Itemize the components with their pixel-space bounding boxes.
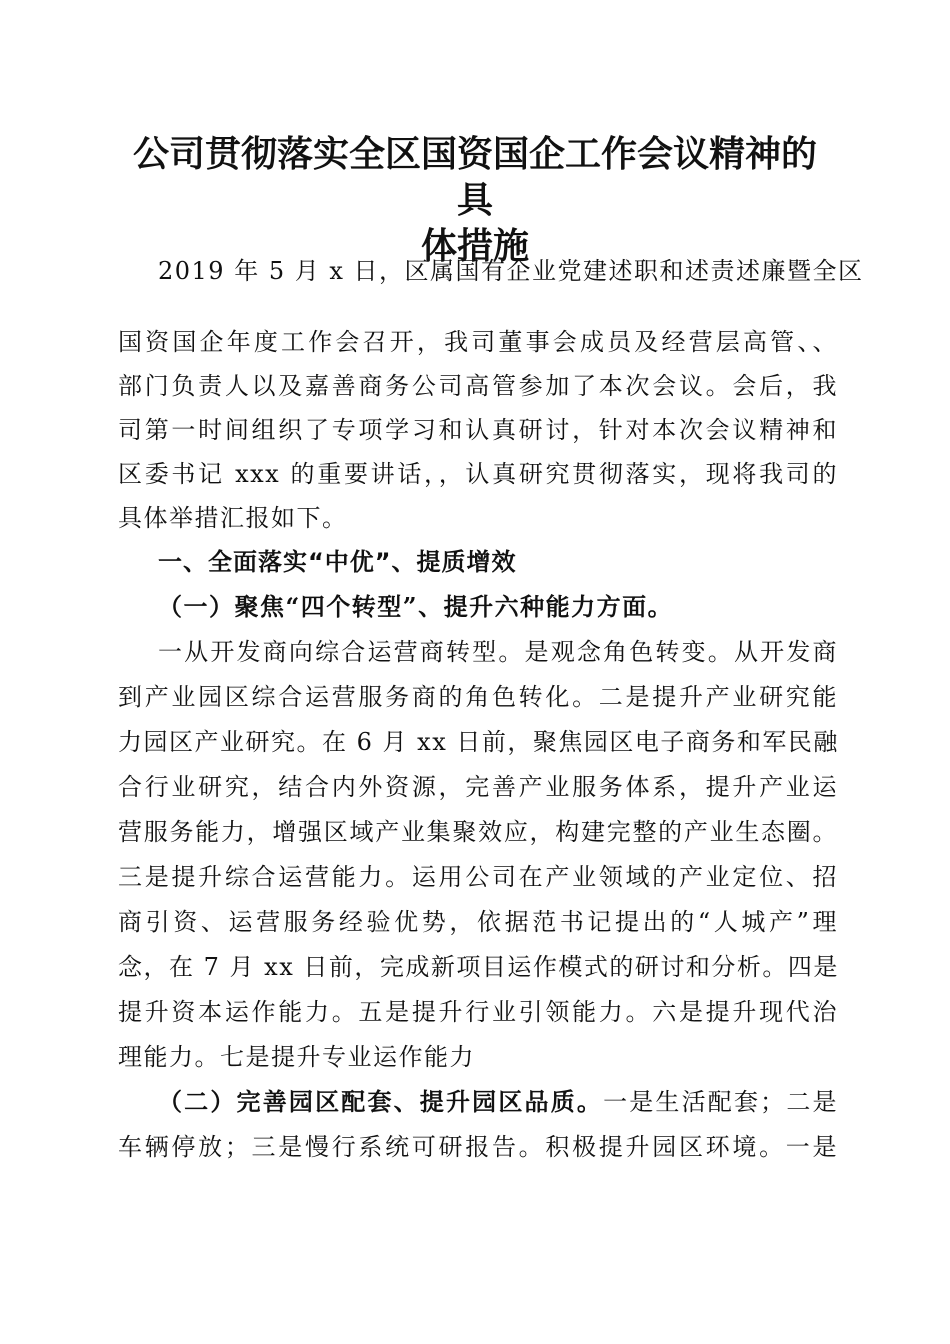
intro-line: 区委书记 xxx 的重要讲话，，认真研究贯彻落实，现将我司的 bbox=[118, 460, 838, 488]
body-line: 一从开发商向综合运营商转型。是观念角色转变。从开发商 bbox=[158, 638, 838, 666]
body-text: 一是生活配套；二是 bbox=[603, 1088, 839, 1116]
intro-line: 部门负责人以及嘉善商务公司高管参加了本次会议。会后，我 bbox=[118, 372, 838, 400]
body-line: 三是提升综合运营能力。运用公司在产业领域的产业定位、招 bbox=[118, 863, 838, 891]
body-line: 营服务能力，增强区域产业集聚效应，构建完整的产业生态圈。 bbox=[118, 818, 838, 846]
intro-line: 国资国企年度工作会召开，我司董事会成员及经营层高管、、 bbox=[118, 328, 838, 356]
subsection-2-first-line bbox=[158, 1086, 838, 1118]
body-line: 念，在 7 月 xx 日前，完成新项目运作模式的研讨和分析。四是 bbox=[118, 953, 839, 981]
body-line: 车辆停放；三是慢行系统可研报告。积极提升园区环境。一是 bbox=[118, 1133, 838, 1161]
document-title bbox=[118, 132, 832, 270]
intro-line: 具体举措汇报如下。 bbox=[118, 504, 348, 532]
body-line: 力园区产业研究。在 6 月 xx 日前，聚焦园区电子商务和军民融 bbox=[118, 728, 839, 756]
body-line: 理能力。七是提升专业运作能力 bbox=[118, 1043, 475, 1071]
body-line: 商引资、运营服务经验优势，依据范书记提出的“人城产”理 bbox=[118, 908, 838, 936]
body-line: 提升资本运作能力。五是提升行业引领能力。六是提升现代治 bbox=[118, 998, 838, 1026]
body-line: 合行业研究，结合内外资源，完善产业服务体系，提升产业运 bbox=[118, 773, 838, 801]
body-line: 到产业园区综合运营服务商的角色转化。二是提升产业研究能 bbox=[118, 683, 838, 711]
title-line-1: 公司贯彻落实全区国资国企工作会议精神的具 bbox=[132, 134, 817, 221]
title-line-2: 体措施 bbox=[420, 226, 529, 267]
section-heading: 一、全面落实“中优”、提质增效 bbox=[158, 548, 517, 576]
intro-line: 司第一时间组织了专项学习和认真研讨，针对本次会议精神和 bbox=[118, 416, 838, 444]
subsection-heading: （一）聚焦“四个转型”、提升六种能力方面。 bbox=[158, 592, 674, 621]
intro-line: 2019 年 5 月 x 日，区属国有企业党建述职和述责述廉暨全区 bbox=[158, 257, 864, 285]
subsection-heading: （二）完善园区配套、提升园区品质。 bbox=[158, 1087, 604, 1116]
